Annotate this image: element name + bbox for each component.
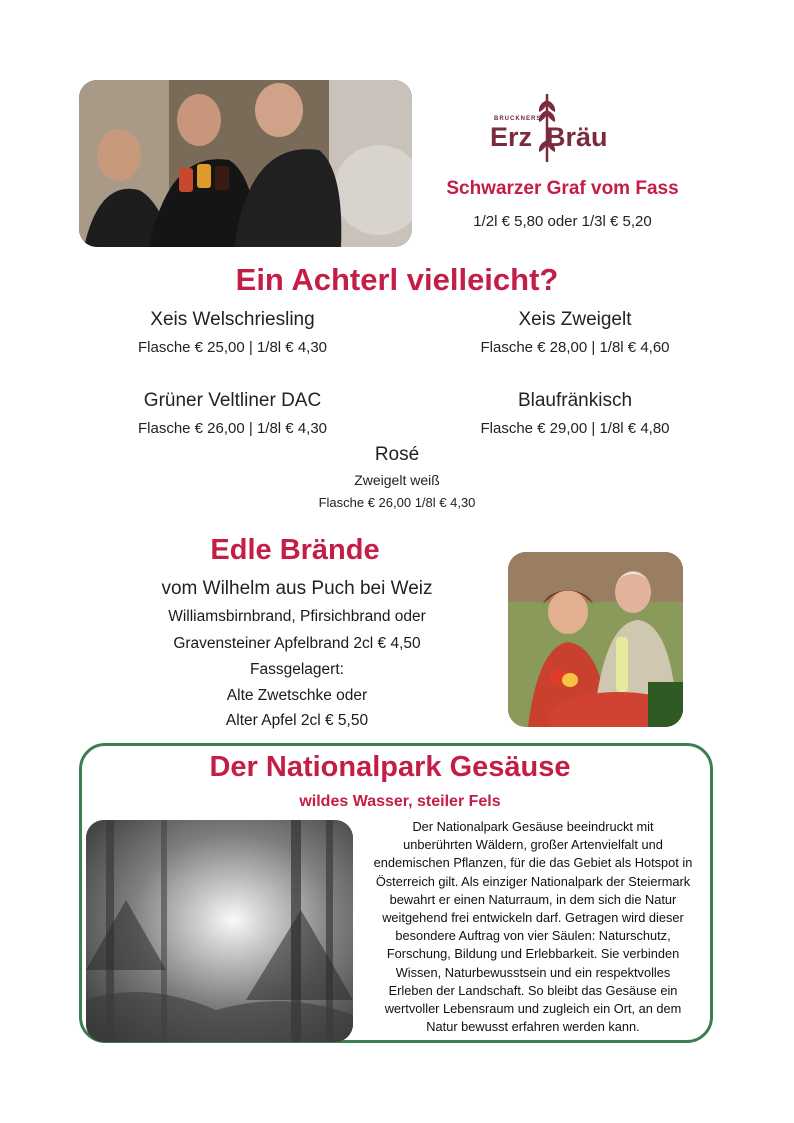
nationalpark-text <box>352 818 714 1036</box>
rose-name: Rosé <box>374 444 420 465</box>
np-text-line: weitgehend frei entwickeln darf. Getragen wird dieser <box>382 910 684 926</box>
rose-sub: Zweigelt weiß <box>354 472 440 488</box>
brandy-line-2: Gravensteiner Apfelbrand 2cl € 4,50 <box>173 635 421 652</box>
np-text-line: Forschung, Bildung und Erlebbarkeit. Sie verbinden <box>386 946 680 962</box>
np-text-line: wertvoller Lebensraum und zugleich ein Ort, an dem <box>384 1001 682 1017</box>
brandy-line-4: Alte Zwetschke oder <box>226 687 368 704</box>
forest-photo <box>86 820 353 1042</box>
np-text-line: unberührten Wäldern, großer Artenvielfalt und <box>403 837 663 853</box>
logo-word-right: Bräu <box>546 122 608 152</box>
wine-name-3: Grüner Veltliner DAC <box>143 390 322 411</box>
np-text-line: Österreich gilt. Als einziger Nationalpark der Steiermark <box>375 873 691 889</box>
couple-photo-illustration <box>508 552 683 727</box>
rose-price: Flasche € 26,00 1/8l € 4,30 <box>318 495 476 510</box>
logo-brand-small: BRUCKNERS <box>494 116 542 122</box>
brandy-line-3: Fassgelagert: <box>250 661 344 678</box>
wine-price-4: Flasche € 29,00 | 1/8l € 4,80 <box>480 420 670 437</box>
beer-title: Schwarzer Graf vom Fass <box>446 178 679 199</box>
logo-word-left: Erz <box>490 122 533 152</box>
logo-wordmark <box>490 122 608 153</box>
couple-photo <box>508 552 683 727</box>
brewery-photo-illustration <box>79 80 412 247</box>
wine-heading: Ein Achterl vielleicht? <box>235 262 559 297</box>
np-text-line: besondere Auftrag von vier Säulen: Naturschutz, <box>395 928 671 944</box>
nationalpark-sub: wildes Wasser, steiler Fels <box>299 793 501 810</box>
nationalpark-heading: Der Nationalpark Gesäuse <box>209 751 571 783</box>
wine-price-3: Flasche € 26,00 | 1/8l € 4,30 <box>137 420 328 437</box>
erzbraeu-logo <box>490 92 625 164</box>
np-text-line: endemischen Pflanzen, für die das Gebiet als Hotspot in <box>373 855 693 871</box>
wine-name-2: Xeis Zweigelt <box>518 309 632 330</box>
beer-price: 1/2l € 5,80 oder 1/3l € 5,20 <box>473 213 652 230</box>
np-text-line: Der Nationalpark Gesäuse beeindruckt mit <box>412 819 654 834</box>
brewery-photo <box>79 80 412 247</box>
brandy-line-5: Alter Apfel 2cl € 5,50 <box>225 712 369 729</box>
wine-price-2: Flasche € 28,00 | 1/8l € 4,60 <box>480 339 670 356</box>
wine-name-4: Blaufränkisch <box>517 390 633 411</box>
np-text-line: Erleben der Landschaft. So bleibt das Gesäuse ein <box>388 982 678 998</box>
brandy-heading: Edle Brände <box>210 534 380 566</box>
np-text-line: Natur bewusst erfahren werden kann. <box>426 1019 640 1035</box>
np-text-line: bewahrt er einen Naturraum, in dem sich die Natur <box>389 891 677 907</box>
forest-photo-illustration <box>86 820 353 1042</box>
np-text-line: Wissen, Naturbewusstsein und ein respektvolles <box>395 964 671 980</box>
brandy-line-1: Williamsbirnbrand, Pfirsichbrand oder <box>168 608 426 625</box>
brandy-sub: vom Wilhelm aus Puch bei Weiz <box>161 578 433 599</box>
wine-name-1: Xeis Welschriesling <box>150 309 315 330</box>
wine-price-1: Flasche € 25,00 | 1/8l € 4,30 <box>137 339 328 356</box>
